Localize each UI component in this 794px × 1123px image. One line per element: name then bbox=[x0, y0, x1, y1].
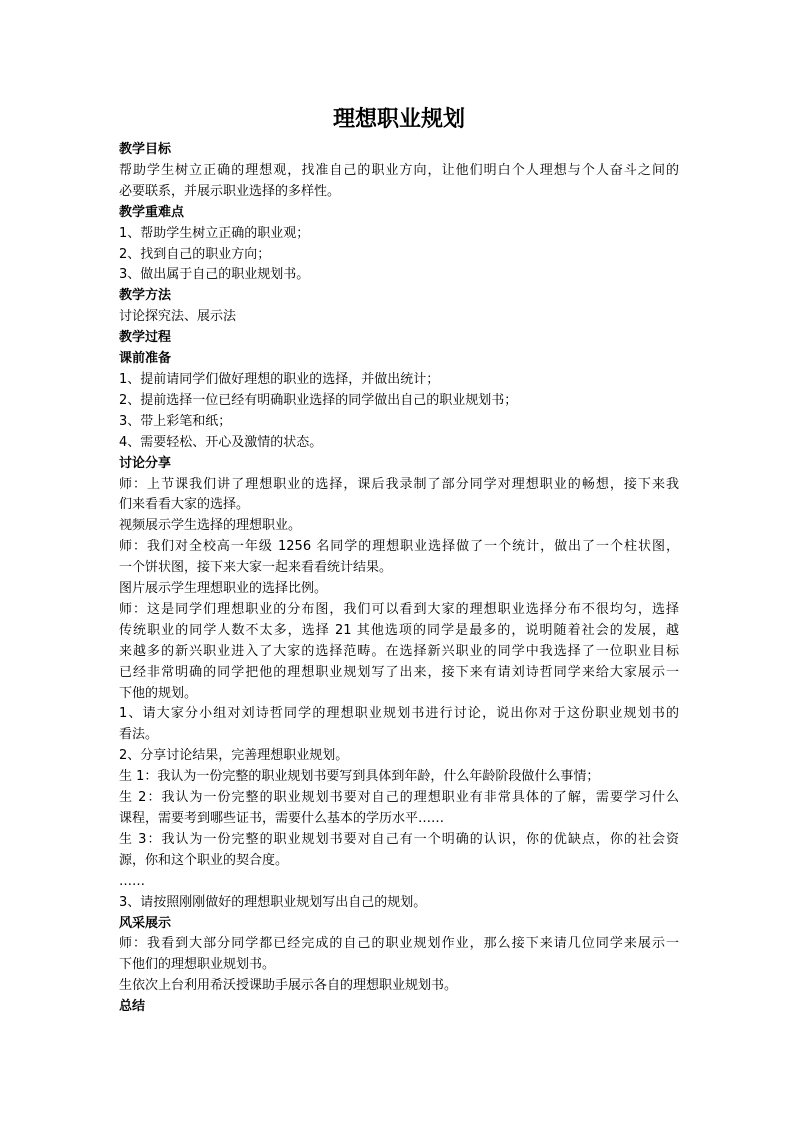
body-text-line: 2、找到自己的职业方向； bbox=[119, 246, 271, 262]
body-text-line: 生 1：我认为一份完整的职业规划书要写到具体到年龄，什么年龄阶段做什么事情； bbox=[119, 769, 600, 785]
body-text-line: 一个饼状图，接下来大家一起来看看统计结果。 bbox=[119, 560, 393, 576]
section-heading: 课前准备 bbox=[119, 351, 172, 367]
body-text-line: 生依次上台利用希沃授课助手展示各自的理想职业规划书。 bbox=[119, 978, 458, 994]
body-text-line: 已经非常明确的同学把他的理想职业规划写了出来，接下来有请刘诗哲同学来给大家展示一 bbox=[119, 664, 679, 680]
document-content bbox=[119, 103, 679, 1018]
body-text-line: 师：上节课我们讲了理想职业的选择，课后我录制了部分同学对理想职业的畅想，接下来我 bbox=[119, 476, 679, 492]
body-text-line: 下他的规划。 bbox=[119, 685, 198, 701]
body-text-line: 2、提前选择一位已经有明确职业选择的同学做出自己的职业规划书； bbox=[119, 392, 518, 408]
body-text-line: …… bbox=[119, 873, 145, 889]
section-heading: 教学过程 bbox=[119, 330, 172, 346]
section-heading: 讨论分享 bbox=[119, 455, 172, 471]
body-text-line: 必要联系，并展示职业选择的多样性。 bbox=[119, 183, 341, 199]
body-text-line: 1、帮助学生树立正确的职业观； bbox=[119, 225, 310, 241]
section-heading: 教学方法 bbox=[119, 288, 172, 304]
body-text-line: 生 3：我认为一份完整的职业规划书要对自己有一个明确的认识，你的优缺点，你的社会资 bbox=[119, 831, 679, 847]
body-text-line: 们来看看大家的选择。 bbox=[119, 497, 250, 513]
section-heading: 总结 bbox=[119, 999, 146, 1015]
body-text-line: 1、请大家分小组对刘诗哲同学的理想职业规划书进行讨论，说出你对于这份职业规划书的 bbox=[119, 706, 679, 722]
body-text-line: 3、做出属于自己的职业规划书。 bbox=[119, 267, 310, 283]
section-heading: 风采展示 bbox=[119, 915, 172, 931]
body-text-line: 3、带上彩笔和纸； bbox=[119, 413, 232, 429]
body-text-line: 3、请按照刚刚做好的理想职业规划写出自己的规划。 bbox=[119, 894, 427, 910]
section-heading: 教学重难点 bbox=[119, 204, 185, 220]
body-text-line: 传统职业的同学人数不太多，选择 21 其他选项的同学是最多的，说明随着社会的发展，越 bbox=[119, 622, 679, 638]
body-text-line: 课程，需要考到哪些证书，需要什么基本的学历水平…… bbox=[119, 811, 445, 826]
body-text-line: 4、需要轻松、开心及激情的状态。 bbox=[119, 434, 323, 450]
document-body bbox=[119, 140, 679, 1018]
body-text-line: 师：我们对全校高一年级 1256 名同学的理想职业选择做了一个统计，做出了一个柱状图， bbox=[119, 539, 679, 555]
body-text-line: 1、提前请同学们做好理想的职业的选择，并做出统计； bbox=[119, 371, 440, 387]
body-text-line: 源，你和这个职业的契合度。 bbox=[119, 852, 289, 868]
body-text-line: 生 2：我认为一份完整的职业规划书要对自己的理想职业有非常具体的了解，需要学习什么 bbox=[119, 790, 679, 806]
body-text-line: 2、分享讨论结果，完善理想职业规划。 bbox=[119, 748, 349, 764]
body-text-line: 来越多的新兴职业进入了大家的选择范畴。在选择新兴职业的同学中我选择了一位职业目标 bbox=[119, 643, 679, 659]
body-text-line: 视频展示学生选择的理想职业。 bbox=[119, 518, 302, 534]
body-text-line: 帮助学生树立正确的理想观，找准自己的职业方向，让他们明白个人理想与个人奋斗之间的 bbox=[119, 162, 679, 178]
body-text-line: 师：这是同学们理想职业的分布图，我们可以看到大家的理想职业选择分布不很均匀，选择 bbox=[119, 601, 679, 617]
body-text-line: 下他们的理想职业规划书。 bbox=[119, 957, 276, 973]
section-heading: 教学目标 bbox=[119, 142, 172, 157]
body-text-line: 看法。 bbox=[119, 727, 159, 743]
body-text-line: 师：我看到大部分同学都已经完成的自己的职业规划作业，那么接下来请几位同学来展示一 bbox=[119, 936, 679, 952]
body-text-line: 图片展示学生理想职业的选择比例。 bbox=[119, 581, 328, 597]
body-text-line: 讨论探究法、展示法 bbox=[119, 309, 237, 325]
document-title: 理想职业规划 bbox=[332, 107, 465, 132]
